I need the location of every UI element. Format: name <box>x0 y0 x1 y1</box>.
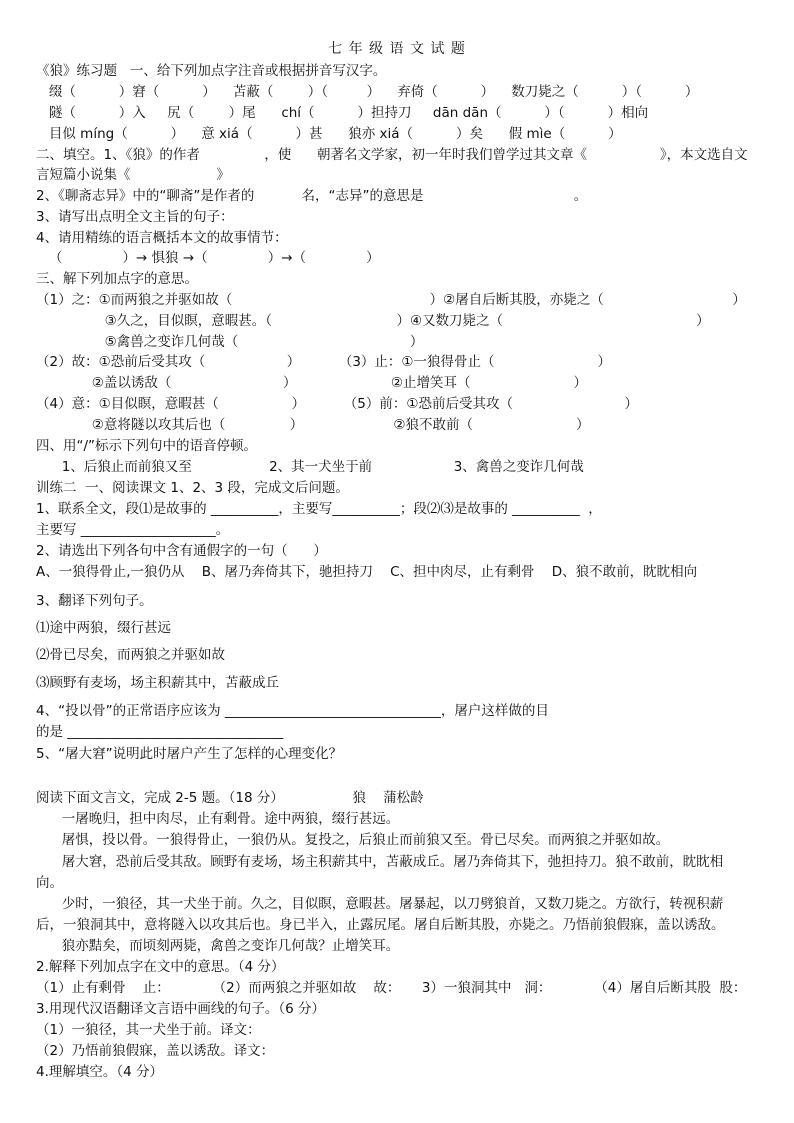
question-line: 4.理解填空。（4 分） <box>36 1064 164 1080</box>
question-line: ③久之，目似瞑，意暇甚。（ ）④又数刀毙之（ ） <box>36 313 710 329</box>
question-line: （ ）→ 惧狼 →（ ）→（ ） <box>36 250 380 266</box>
section-heading: 二、填空。1、《狼》的作者 ，使 朝著名文学家，初一年时我们曾学过其文章《 》，本文选自文 <box>36 147 748 163</box>
passage-line: 一屠晚归，担中肉尽，止有剩骨。途中两狼，缀行甚远。 <box>36 811 400 827</box>
page-title: 七 年 级 语 文 试 题 <box>328 41 466 57</box>
question-line: 1、后狼止而前狼又至 2、其一犬坐于前 3、禽兽之变诈几何哉 <box>36 459 584 475</box>
section-heading: 《狼》练习题 一、给下列加点字注音或根据拼音写汉字。 <box>36 63 387 79</box>
section-heading: 训练二 一、阅读课文 1、2、3 段，完成文后问题。 <box>36 480 349 496</box>
question-line: 2.解释下列加点字在文中的意思。（4 分） <box>36 959 285 975</box>
passage-line: 少时，一狼径，其一犬坐于前。久之，目似瞑，意暇甚。屠暴起，以刀劈狼首，又数刀毙之。方欲行，转视积薪 <box>36 896 724 912</box>
question-line: 5、“屠大窘”说明此时屠户产生了怎样的心理变化？ <box>36 746 343 762</box>
passage-line: 后，一狼洞其中，意将隧入以攻其后也。身已半入，止露尻尾。屠自后断其股，亦毙之。乃悟前狼假寐，盖以诱敌。 <box>36 917 725 933</box>
question-line: 目似 míng（ ） 意 xiá（ ）甚 狼亦 xiá（ ）矣 假 mìe（ ） <box>36 126 622 142</box>
reading-heading: 阅读下面文言文，完成 2-5 题。（18 分） 狼 蒲松龄 <box>36 790 424 806</box>
section-heading: 三、解下列加点字的意思。 <box>36 271 198 287</box>
question-line: 3.用现代汉语翻译文言语中画线的句子。（6 分） <box>36 1001 326 1017</box>
section-heading: 四、用“/”标示下列句中的语音停顿。 <box>36 438 258 454</box>
question-line: ⑶顾野有麦场，场主积薪其中，苫蔽成丘 <box>36 675 279 691</box>
question-line: 2、《聊斋志异》中的“聊斋”是作者的 名，“志异”的意思是 。 <box>36 188 588 204</box>
question-line: A、一狼得骨止,一狼仍从 B、屠乃奔倚其下，驰担持刀 C、担中肉尽，止有剩骨 D、狼不敢前，眈眈相向 <box>36 564 698 580</box>
passage-line: 狼亦黠矣，而顷刻两毙，禽兽之变诈几何哉？止增笑耳。 <box>36 938 400 954</box>
question-line: （2）故：①恐前后受其攻（ ） （3）止：①一狼得骨止（ ） <box>36 354 612 370</box>
passage-line: 向。 <box>36 875 63 891</box>
question-line: （1）一狼径，其一犬坐于前。译文： <box>36 1022 261 1038</box>
question-line: （4）意：①目似瞑，意暇甚（ ） （5）前：①恐前后受其攻（ ） <box>36 396 639 412</box>
question-line: ②意将隧以攻其后也（ ） ②狼不敢前（ ） <box>36 417 590 433</box>
question-line: 4、“投以骨”的正常语序应该为 ________________________________，屠户这样做的目 <box>36 703 549 719</box>
question-line: （2）乃悟前狼假寐，盖以诱敌。译文： <box>36 1043 275 1059</box>
question-line: 缀（ ）窘（ ） 苫蔽（ ）（ ） 弃倚（ ） 数刀毙之（ ）（ ） <box>36 84 699 100</box>
question-line: ⑤禽兽之变诈几何哉（ ） <box>36 334 424 350</box>
question-line: 4、请用精练的语言概括本文的故事情节： <box>36 230 288 246</box>
passage-line: 屠惧，投以骨。一狼得骨止，一狼仍从。复投之，后狼止而前狼又至。骨已尽矣。而两狼之并驱如故。 <box>36 832 670 848</box>
question-line: 3、翻译下列句子。 <box>36 593 153 609</box>
passage-line: 屠大窘，恐前后受其敌。顾野有麦场，场主积薪其中，苫蔽成丘。屠乃奔倚其下，弛担持刀。狼不敢前，眈眈相 <box>36 854 724 870</box>
question-line: ②盖以诱敌（ ） ②止增笑耳（ ） <box>36 375 587 391</box>
question-line: （1）止有剩骨 止： （2）而两狼之并驱如故 故： 3）一狼洞其中 洞： （4）屠自后断其股 股： <box>36 980 747 996</box>
question-line: 言短篇小说集《 》 <box>36 167 230 183</box>
question-line: 主要写 ____________________。 <box>36 522 230 538</box>
question-line: ⑴途中两狼，缀行甚远 <box>36 620 171 636</box>
question-line: 1、联系全文，段⑴是故事的 __________，主要写__________；段⑵⑶是故事的 __________ ， <box>36 501 602 517</box>
question-line: （1）之：①而两狼之并驱如故（ ）②屠自后断其股，亦毙之（ ） <box>36 292 746 308</box>
question-line: 3、请写出点明全文主旨的句子： <box>36 209 234 225</box>
question-line: ⑵骨已尽矣，而两狼之并驱如故 <box>36 647 225 663</box>
question-line: 的是 ________________________________ <box>36 724 284 740</box>
question-line: 隧（ ）入 尻（ ）尾 chí（ ）担持刀 dān dān（ ）（ ）相向 <box>36 105 649 121</box>
question-line: 2、请选出下列各句中含有通假字的一句（ ） <box>36 543 327 559</box>
